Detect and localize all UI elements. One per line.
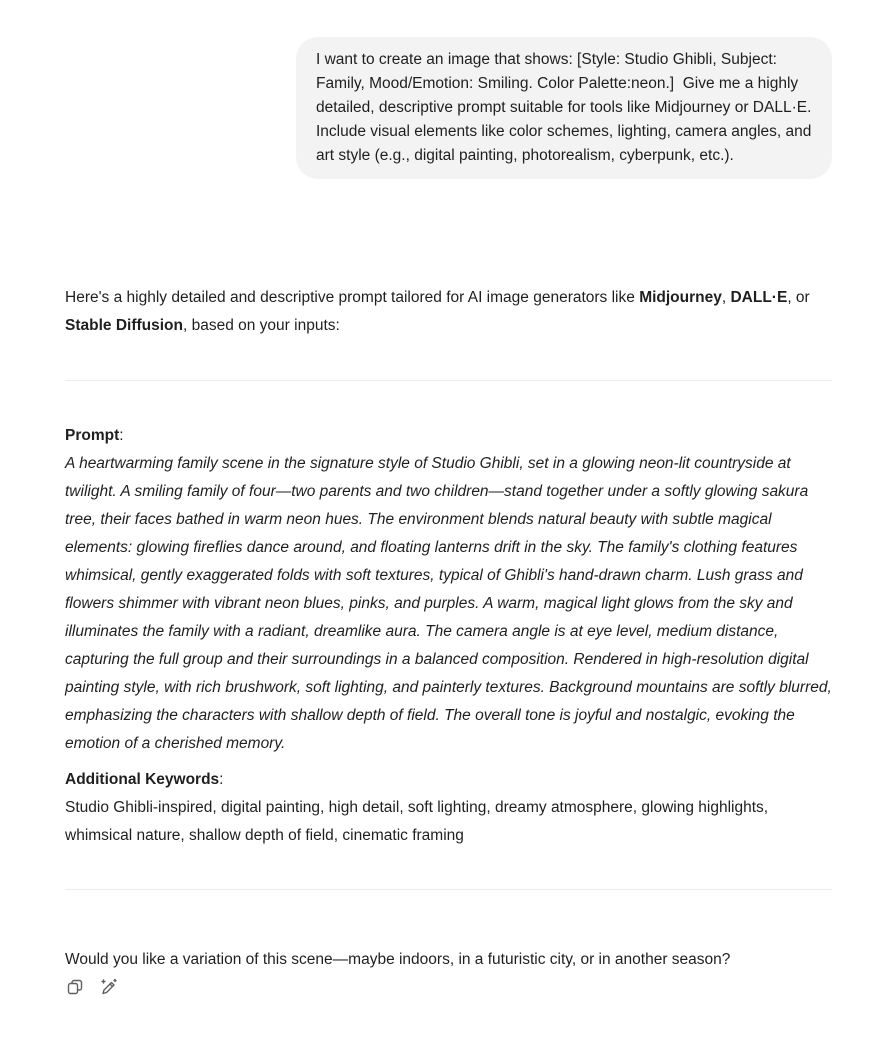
user-message-line-1: I want to create an image that shows: [Style: Studio Ghibli, Subject: Family, Mood/Emotion: Smiling. Color Palette:neon.] Give me a highly detailed, descriptive prompt suitable for tools like Midjourney or DALL·E.: [316, 51, 812, 116]
tool-midjourney: Midjourney: [639, 289, 722, 306]
assistant-intro: [65, 284, 835, 340]
prompt-section: [65, 422, 835, 850]
tool-dalle: DALL·E: [730, 289, 788, 306]
intro-prefix: Here's a highly detailed and descriptive prompt tailored for AI image generators like: [65, 289, 640, 306]
keywords-label-colon: :: [219, 771, 224, 788]
copy-icon: [65, 977, 85, 997]
prompt-label: Prompt: [65, 427, 120, 444]
user-message-bubble: [296, 37, 832, 179]
intro-sep-2: , or: [787, 289, 810, 306]
section-divider-top: [65, 380, 832, 381]
section-divider-bottom: [65, 889, 832, 890]
followup-question: Would you like a variation of this scene—maybe indoors, in a futuristic city, or in another season?: [65, 950, 731, 968]
keywords-label: Additional Keywords: [65, 771, 220, 788]
keywords-label-line: [65, 766, 835, 794]
edit-sparkle-icon: [99, 977, 119, 997]
message-actions: [64, 976, 120, 998]
prompt-text: A heartwarming family scene in the signature style of Studio Ghibli, set in a glowing neon-lit countryside at twilight. A smiling family of four—two parents and two children—stand together under a softly glowing sakura tree, their faces bathed in warm neon hues. The environment blends natural beauty with subtle magical elements: glowing fireflies dance around, and floating lanterns drift in the sky. The family's clothing features whimsical, gently exaggerated folds with soft textures, typical of Ghibli's hand-drawn charm. Lush grass and flowers shimmer with vibrant neon blues, pinks, and purples. A warm, magical light glows from the sky and illuminates the family with a radiant, dreamlike aura. The camera angle is at eye level, medium distance, capturing the full group and their surroundings in a balanced composition. Rendered in high-resolution digital painting style, with rich brushwork, soft lighting, and painterly textures. Background mountains are softly blurred, emphasizing the characters with shallow depth of field. The overall tone is joyful and nostalgic, evoking the emotion of a cherished memory.: [65, 455, 832, 752]
assistant-message: [65, 284, 835, 340]
prompt-label-line: [65, 422, 835, 450]
tool-stable-diffusion: Stable Diffusion: [65, 317, 183, 334]
keywords-text: Studio Ghibli-inspired, digital painting, high detail, soft lighting, dreamy atmosphere, glowing highlights, whimsical nature, shallow depth of field, cinematic framing: [65, 799, 769, 844]
edit-button[interactable]: [98, 976, 120, 998]
copy-button[interactable]: [64, 976, 86, 998]
intro-suffix: , based on your inputs:: [182, 317, 340, 334]
intro-sep-1: ,: [721, 289, 731, 306]
user-message-line-2: Include visual elements like color schemes, lighting, camera angles, and art style (e.g., digital painting, photorealism, cyberpunk, etc.).: [316, 123, 816, 164]
prompt-label-colon: :: [119, 427, 124, 444]
